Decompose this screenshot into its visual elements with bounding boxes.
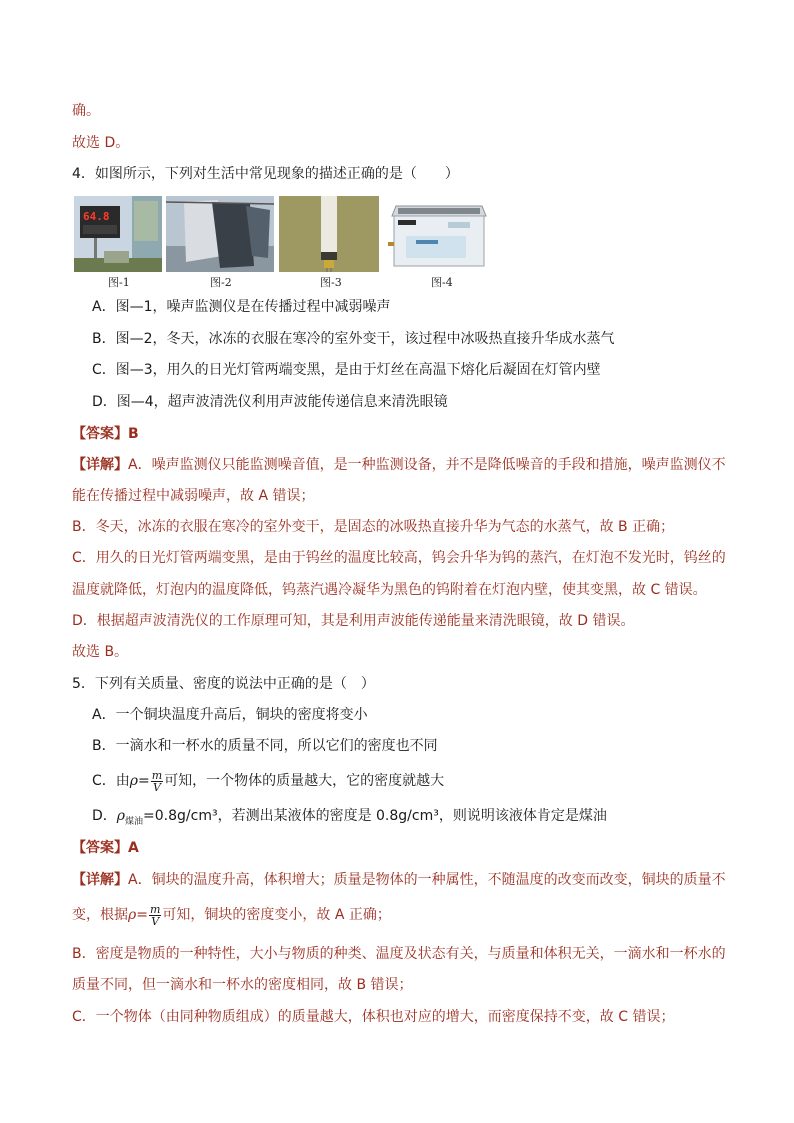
q5-detail-a2-prefix: 变，根据	[72, 907, 128, 923]
q4-stem: 4．如图所示，下列对生活中常见现象的描述正确的是（ ）	[72, 166, 459, 182]
figure-4-ultrasonic-cleaner	[388, 196, 492, 272]
q5-option-d	[92, 806, 607, 832]
q5-detail-a-line2	[72, 902, 391, 928]
figure-3-fluorescent-tube	[279, 196, 379, 272]
q5-option-d-suffix: =0.8g/cm³，若测出某液体的密度是 0.8g/cm³，则说明该液体肯定是煤油	[143, 808, 607, 824]
q4-option-b: B．图—2，冬天，冰冻的衣服在寒冷的室外变干，该过程中冰吸热直接升华成水蒸气	[92, 331, 615, 347]
figure-1-caption: 图-1	[108, 276, 130, 289]
rho-symbol: ρ	[116, 808, 126, 824]
kerosene-subscript: 煤油	[125, 816, 144, 827]
q4-detail-tag: 【详解】	[72, 457, 128, 473]
q4-option-d: D．图—4，超声波清洗仪利用声波能传递信息来清洗眼镜	[92, 394, 448, 410]
q4-option-c: C．图—3，用久的日光灯管两端变黑，是由于灯丝在高温下熔化后凝固在灯管内壁	[92, 362, 601, 378]
rho-symbol: ρ	[129, 773, 139, 789]
q4-detail-c-line2: 温度就降低，灯泡内的温度降低，钨蒸汽遇冷凝华为黑色的钨附着在灯泡内壁，使其变黑，故 C 错误。	[72, 582, 707, 598]
q5-detail-tag: 【详解】	[72, 872, 128, 888]
density-fraction	[149, 904, 161, 927]
prev-answer-ending: 确。	[72, 103, 100, 119]
fraction-numerator: m	[151, 768, 163, 782]
q5-detail-a-line1	[72, 870, 726, 890]
q5-option-c	[92, 768, 444, 794]
q5-detail-a2-suffix: 可知，铜块的密度变小，故 A 正确；	[162, 907, 391, 923]
q5-detail-b-line2: 质量不同，但一滴水和一杯水的密度相同，故 B 错误；	[72, 977, 413, 993]
q5-answer: 【答案】A	[72, 840, 139, 856]
q5-stem: 5．下列有关质量、密度的说法中正确的是（ ）	[72, 676, 375, 692]
figure-4-caption: 图-4	[431, 276, 453, 289]
q4-detail-a-line2: 能在传播过程中减弱噪声，故 A 错误；	[72, 488, 315, 504]
figure-2-frozen-clothes	[166, 196, 274, 272]
q5-option-a: A．一个铜块温度升高后，铜块的密度将变小	[92, 707, 368, 723]
q4-detail-b: B．冬天，冰冻的衣服在寒冷的室外变干，是固态的冰吸热直接升华为气态的水蒸气，故 B 正确；	[72, 519, 675, 535]
q4-detail-a-line1	[72, 455, 726, 475]
q4-detail-a-text: A．噪声监测仪只能监测噪音值，是一种监测设备，并不是降低噪音的手段和措施，噪声监测仪不	[128, 457, 726, 473]
q4-answer: 【答案】B	[72, 426, 139, 442]
equals-sign: =	[138, 773, 150, 789]
q5-option-c-suffix: 可知，一个物体的质量越大，它的密度就越大	[164, 773, 445, 789]
fraction-numerator: m	[149, 902, 161, 916]
q5-option-c-prefix: C．由	[92, 773, 130, 789]
q5-detail-a-text: A．铜块的温度升高，体积增大；质量是物体的一种属性，不随温度的改变而改变，铜块的质量不	[128, 872, 726, 888]
figure-1-noise-monitor	[74, 196, 162, 272]
q4-option-a: A．图—1，噪声监测仪是在传播过程中减弱噪声	[92, 299, 391, 315]
q5-option-d-prefix: D．	[92, 808, 117, 824]
fraction-denominator: V	[152, 780, 161, 794]
prev-answer-choice: 故选 D。	[72, 135, 130, 151]
q4-detail-c-line1: C．用久的日光灯管两端变黑，是由于钨丝的温度比较高，钨会升华为钨的蒸汽，在灯泡不发光时，钨丝的	[72, 550, 726, 566]
figure-3-caption: 图-3	[320, 276, 342, 289]
density-fraction	[151, 770, 163, 793]
q5-detail-c: C．一个物体（由同种物质组成）的质量越大，体积也对应的增大，而密度保持不变，故 C 错误；	[72, 1009, 675, 1025]
fraction-denominator: V	[151, 914, 160, 928]
figure-2-caption: 图-2	[210, 276, 232, 289]
noise-display-value: 64.8	[83, 210, 110, 223]
rho-symbol: ρ	[128, 907, 137, 923]
q5-detail-b-line1: B．密度是物质的一种特性，大小与物质的种类、温度及状态有关，与质量和体积无关，一滴水和一杯水的	[72, 946, 726, 962]
q4-detail-d: D．根据超声波清洗仪的工作原理可知，其是利用声波能传递能量来清洗眼镜，故 D 错误。	[72, 613, 635, 629]
equals-sign: =	[136, 907, 148, 923]
q5-option-b: B．一滴水和一杯水的质量不同，所以它们的密度也不同	[92, 738, 438, 754]
q4-choose: 故选 B。	[72, 644, 129, 660]
